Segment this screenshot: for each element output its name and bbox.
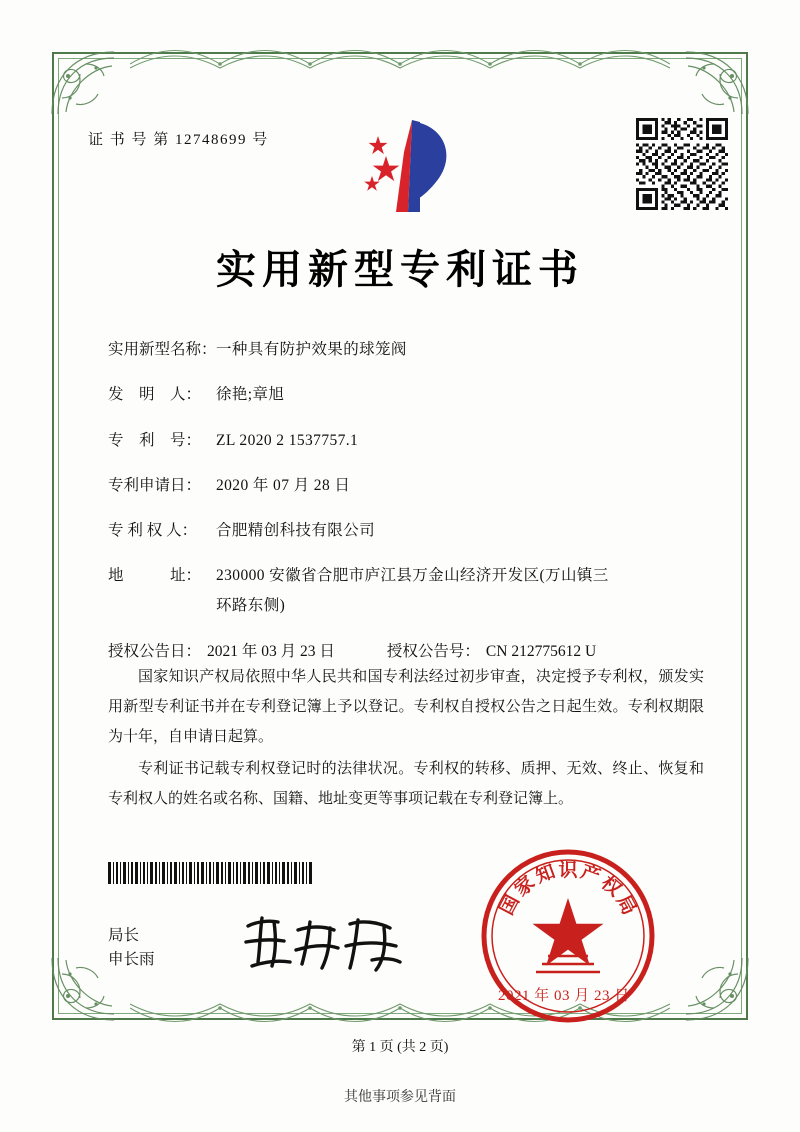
signature-block [108, 924, 155, 972]
announcement-row [108, 639, 704, 661]
announcement-number-value: CN 212775612 U [485, 642, 597, 660]
field-label: 地 址： [108, 567, 202, 585]
announcement-date-value: 2021 年 03 月 23 日 [207, 642, 335, 660]
seal-date: 2021 年 03 月 23 日 [498, 988, 630, 1004]
legal-text [108, 662, 704, 816]
director-name: 申长雨 [108, 951, 155, 969]
field-value: 徐艳;章旭 [216, 386, 285, 404]
field-row-inventor [108, 383, 704, 406]
certificate-number: 证 书 号 第 12748699 号 [88, 132, 269, 148]
field-row-patent-number [108, 429, 704, 452]
field-label: 发 明 人： [108, 386, 202, 404]
handwritten-signature [238, 908, 418, 980]
footer-note: 其他事项参见背面 [344, 1090, 456, 1105]
field-value: 合肥精创科技有限公司 [216, 522, 376, 539]
page-number: 第 1 页 (共 2 页) [351, 1040, 449, 1055]
top-edge-ornament [130, 44, 670, 70]
svg-text:知: 知 [532, 860, 559, 888]
corner-ornament-top-left [46, 46, 120, 120]
field-row-patentee [108, 519, 704, 542]
field-label: 实用新型名称： [108, 341, 217, 358]
svg-text:国: 国 [495, 891, 524, 919]
field-value: 一种具有防护效果的球笼阀 [216, 341, 407, 358]
corner-ornament-top-right [680, 46, 754, 120]
svg-text:家: 家 [510, 871, 540, 901]
field-value: 2020 年 07 月 28 日 [216, 476, 351, 494]
barcode-icon [108, 862, 314, 884]
paragraph-2: 专利证书记载专利权登记时的法律状况。专利权的转移、质押、无效、终止、恢复和专利权人的姓名或名称、国籍、地址变更等事项记载在专利登记簿上。 [108, 761, 704, 807]
svg-text:产: 产 [577, 860, 604, 888]
svg-text:局: 局 [612, 891, 641, 919]
field-label: 专 利 号： [108, 431, 202, 449]
field-value-wrapper [216, 564, 704, 617]
cnipa-logo-icon [350, 112, 460, 220]
svg-text:权: 权 [596, 871, 626, 901]
field-label: 专利申请日： [108, 476, 202, 494]
paragraph-1: 国家知识产权局依照中华人民共和国专利法经过初步审查，决定授予专利权，颁发实用新型专利证书并在专利登记簿上予以登记。专利权自授权公告之日起生效。专利权期限为十年，自申请日起算。 [108, 669, 704, 745]
field-row-application-date [108, 474, 704, 497]
field-row-utility-model-name [108, 338, 704, 361]
field-value: 230000 安徽省合肥市庐江县万金山经济开发区(万山镇三 [216, 567, 609, 585]
director-title-label: 局长 [108, 927, 140, 944]
field-list [108, 338, 704, 681]
field-row-address [108, 564, 704, 617]
announcement-date-label: 授权公告日： [108, 642, 202, 660]
qr-code-icon [636, 118, 728, 210]
field-value-continuation: 环路东侧) [216, 596, 286, 614]
svg-text:识: 识 [558, 859, 578, 881]
announcement-number-label: 授权公告号： [386, 642, 480, 660]
corner-ornament-bottom-right [680, 952, 754, 1026]
field-value: ZL 2020 2 1537757.1 [216, 431, 359, 449]
field-label: 专 利 权 人： [108, 522, 198, 539]
page-title: 实用新型专利证书 [216, 246, 584, 293]
